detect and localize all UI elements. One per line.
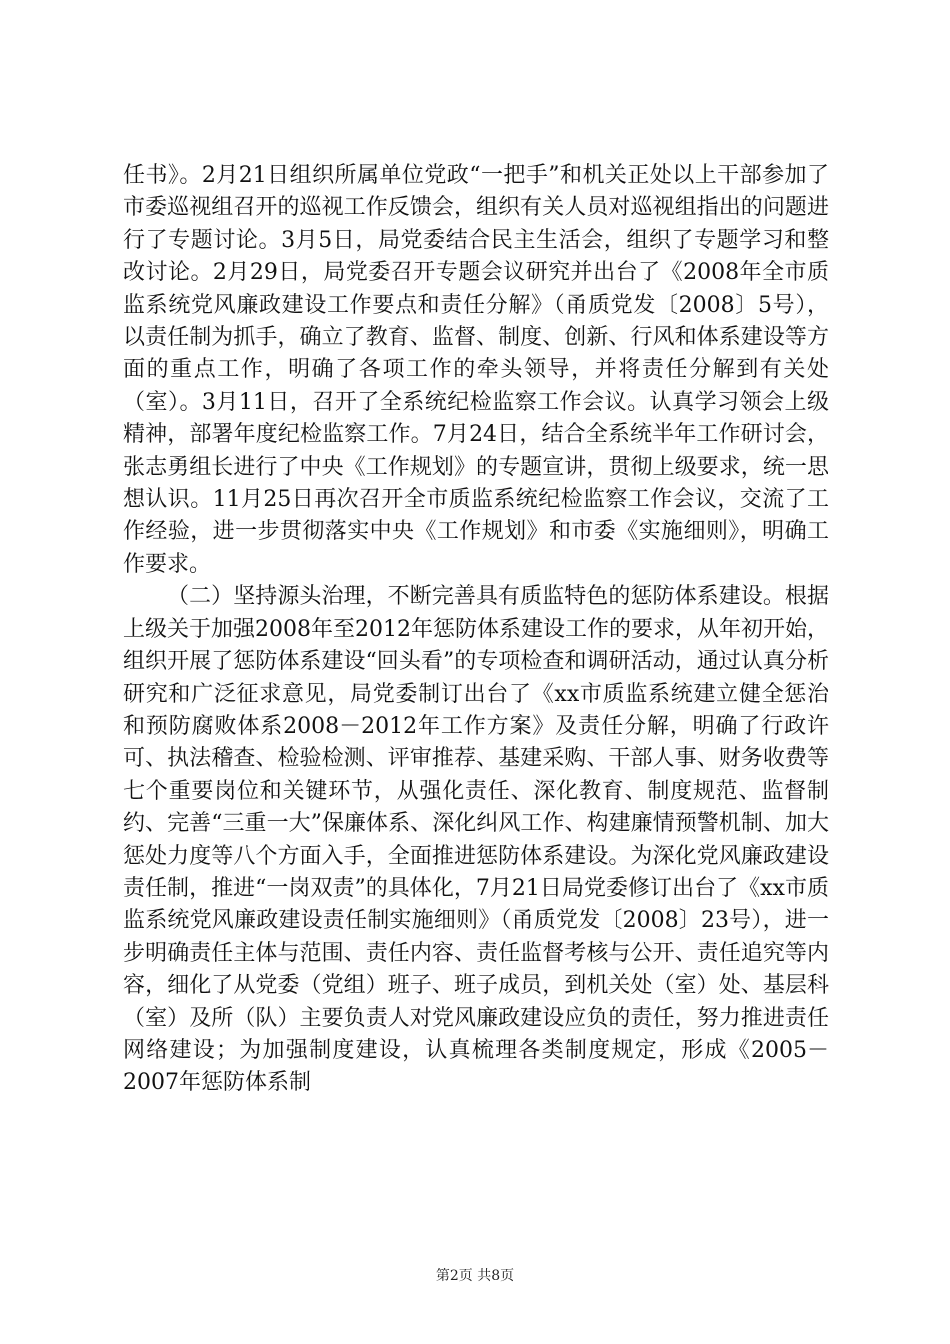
paragraph-2: （二）坚持源头治理，不断完善具有质监特色的惩防体系建设。根据上级关于加强2008年至2012年惩防体系建设工作的要求，从年初开始，组织开展了惩防体系建设“回头看”的专项检查和调研活动，通过认真分析研究和广泛征求意见，局党委制订出台了《xx市质监系统建立健全惩治和预防腐败体系2008－2012年工作方案》及责任分解，明确了行政许可、执法稽查、检验检测、评审推荐、基建采购、干部人事、财务收费等七个重要岗位和关键环节，从强化责任、深化教育、制度规范、监督制约、完善“三重一大”保廉体系、深化纠风工作、构建廉情预警机制、加大惩处力度等八个方面入手，全面推进惩防体系建设。为深化党风廉政建设责任制，推进“一岗双责”的具体化，7月21日局党委修订出台了《xx市质监系统党风廉政建设责任制实施细则》（甬质党发〔2008〕23号），进一步明确责任主体与范围、责任内容、责任监督考核与公开、责任追究等内容，细化了从党委（党组）班子、班子成员，到机关处（室）处、基层科（室）及所（队）主要负责人对党风廉政建设应负的责任，努力推进责任网络建设；为加强制度建设，认真梳理各类制度规定，形成《2005－2007年惩防体系制 — [123, 584, 829, 1096]
paragraph-1: 任书》。2月21日组织所属单位党政“一把手”和机关正处以上干部参加了市委巡视组召开的巡视工作反馈会，组织有关人员对巡视组指出的问题进行了专题讨论。3月5日，局党委结合民主生活会，组织了专题学习和整改讨论。2月29日，局党委召开专题会议研究并出台了《2008年全市质监系统党风廉政建设工作要点和责任分解》（甬质党发〔2008〕5号），以责任制为抓手，确立了教育、监督、制度、创新、行风和体系建设等方面的重点工作，明确了各项工作的牵头领导，并将责任分解到有关处（室）。3月11日，召开了全系统纪检监察工作会议。认真学习领会上级精神，部署年度纪检监察工作。7月24日，结合全系统半年工作研讨会，张志勇组长进行了中央《工作规划》的专题宣讲，贯彻上级要求，统一思想认识。11月25日再次召开全市质监系统纪检监察工作会议，交流了工作经验，进一步贯彻落实中央《工作规划》和市委《实施细则》，明确工作要求。 — [123, 163, 829, 577]
document-body — [123, 160, 829, 1100]
page-footer: 第2页 共8页 — [435, 1268, 515, 1284]
